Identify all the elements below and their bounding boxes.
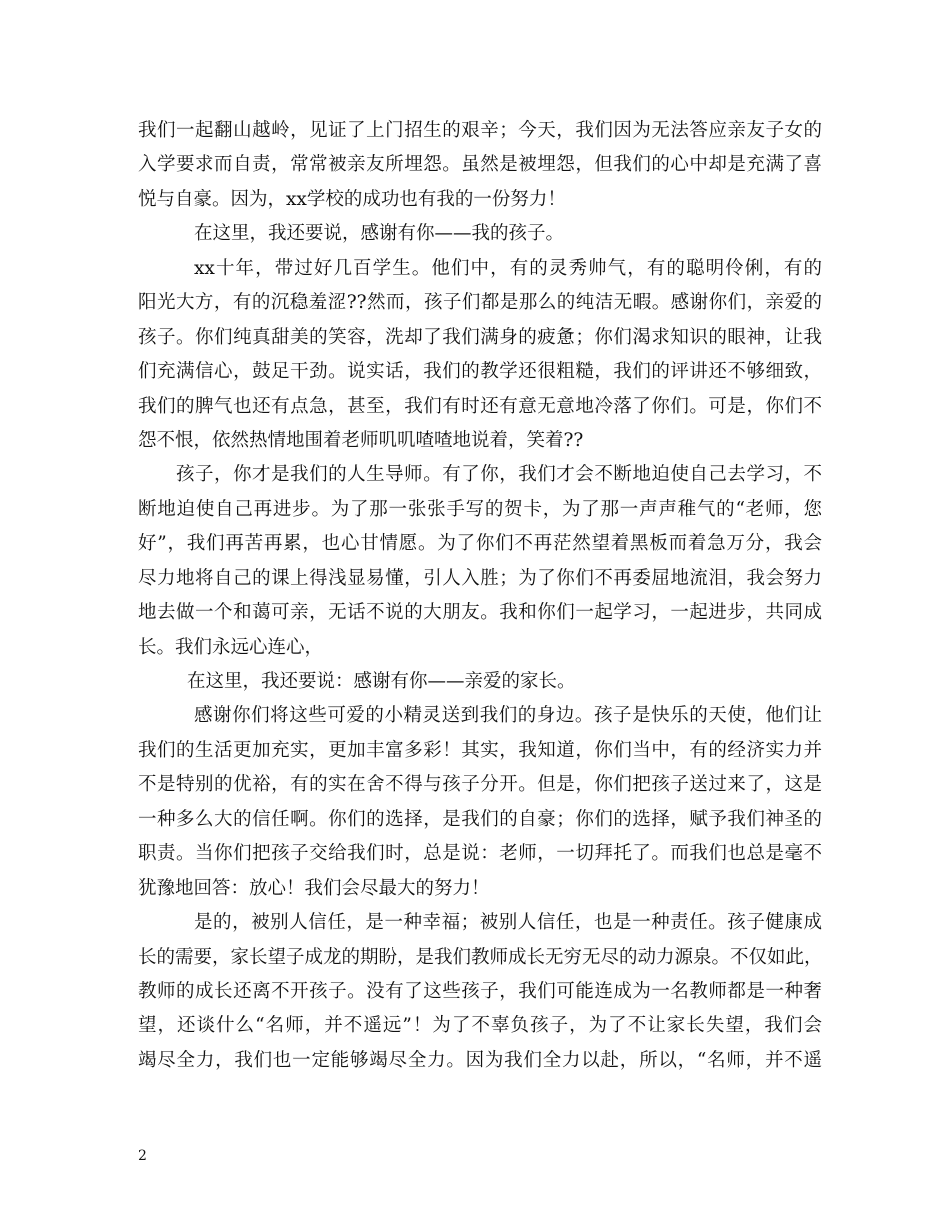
text-line: 一种多么大的信任啊。你们的选择，是我们的自豪；你们的选择，赋予我们神圣的 [138,808,822,830]
text-line: 孩子。你们纯真甜美的笑容，洗却了我们满身的疲惫；你们渴求知识的眼神，让我 [138,326,822,348]
text-line: 感谢你们将这些可爱的小精灵送到我们的身边。孩子是快乐的天使，他们让 [194,705,822,727]
text-line: 好”，我们再苦再累，也心甘情愿。为了你们不再茫然望着黑板而着急万分，我会 [138,533,822,555]
text-line: 地去做一个和蔼可亲，无话不说的大朋友。我和你们一起学习，一起进步，共同成 [138,602,822,624]
text-line: 我们的生活更加充实，更加丰富多彩！其实，我知道，你们当中，有的经济实力并 [138,739,822,761]
text-line: 断地迫使自己再进步。为了那一张张手写的贺卡，为了那一声声稚气的“老师，您 [138,498,822,520]
text-line: 尽力地将自己的课上得浅显易懂，引人入胜；为了你们不再委屈地流泪，我会努力 [138,567,822,589]
page-number: 2 [138,1148,147,1164]
text-line: 们充满信心，鼓足干劲。说实话，我们的教学还很粗糙，我们的评讲还不够细致， [138,361,822,383]
text-line: 长。我们永远心连心， [138,636,324,658]
text-line: 望，还谈什么“名师，并不遥远”！为了不辜负孩子，为了不让家长失望，我们会 [138,1015,822,1037]
text-line: 怨不恨，依然热情地围着老师叽叽喳喳地说着，笑着?? [138,429,584,451]
text-line: 在这里，我还要说：感谢有你——亲爱的家长。 [187,671,576,692]
text-line: 阳光大方，有的沉稳羞涩??然而，孩子们都是那么的纯洁无暇。感谢你们，亲爱的 [138,292,822,314]
text-line: 竭尽全力，我们也一定能够竭尽全力。因为我们全力以赴，所以，“名师，并不遥 [138,1049,822,1071]
text-line: 长的需要，家长望子成龙的期盼，是我们教师成长无穷无尽的动力源泉。不仅如此， [138,946,823,968]
text-line: 是的，被别人信任，是一种幸福；被别人信任，也是一种责任。孩子健康成 [194,912,822,934]
text-line: 我们一起翻山越岭，见证了上门招生的艰辛；今天，我们因为无法答应亲友子女的 [138,120,822,141]
text-line: 悦与自豪。因为，xx学校的成功也有我的一份努力！ [138,188,566,210]
text-line: 职责。当你们把孩子交给我们时，总是说：老师，一切拜托了。而我们也总是毫不 [138,843,822,865]
text-line: 在这里，我还要说，感谢有你——我的孩子。 [194,223,565,245]
text-line: 犹豫地回答：放心！我们会尽最大的努力！ [138,877,490,899]
body-text [138,114,822,1078]
text-line: 我们的脾气也还有点急，甚至，我们有时还有意无意地冷落了你们。可是，你们不 [138,395,822,417]
text-line: 不是特别的优裕，有的实在舍不得与孩子分开。但是，你们把孩子送过来了，这是 [138,774,822,796]
text-line: 入学要求而自责，常常被亲友所埋怨。虽然是被埋怨，但我们的心中却是充满了喜 [138,154,822,176]
text-line: xx十年，带过好几百学生。他们中，有的灵秀帅气，有的聪明伶俐，有的 [194,257,822,279]
text-line: 孩子，你才是我们的人生导师。有了你，我们才会不断地迫使自己去学习，不 [176,464,822,486]
text-line: 教师的成长还离不开孩子。没有了这些孩子，我们可能连成为一名教师都是一种奢 [138,980,822,1002]
